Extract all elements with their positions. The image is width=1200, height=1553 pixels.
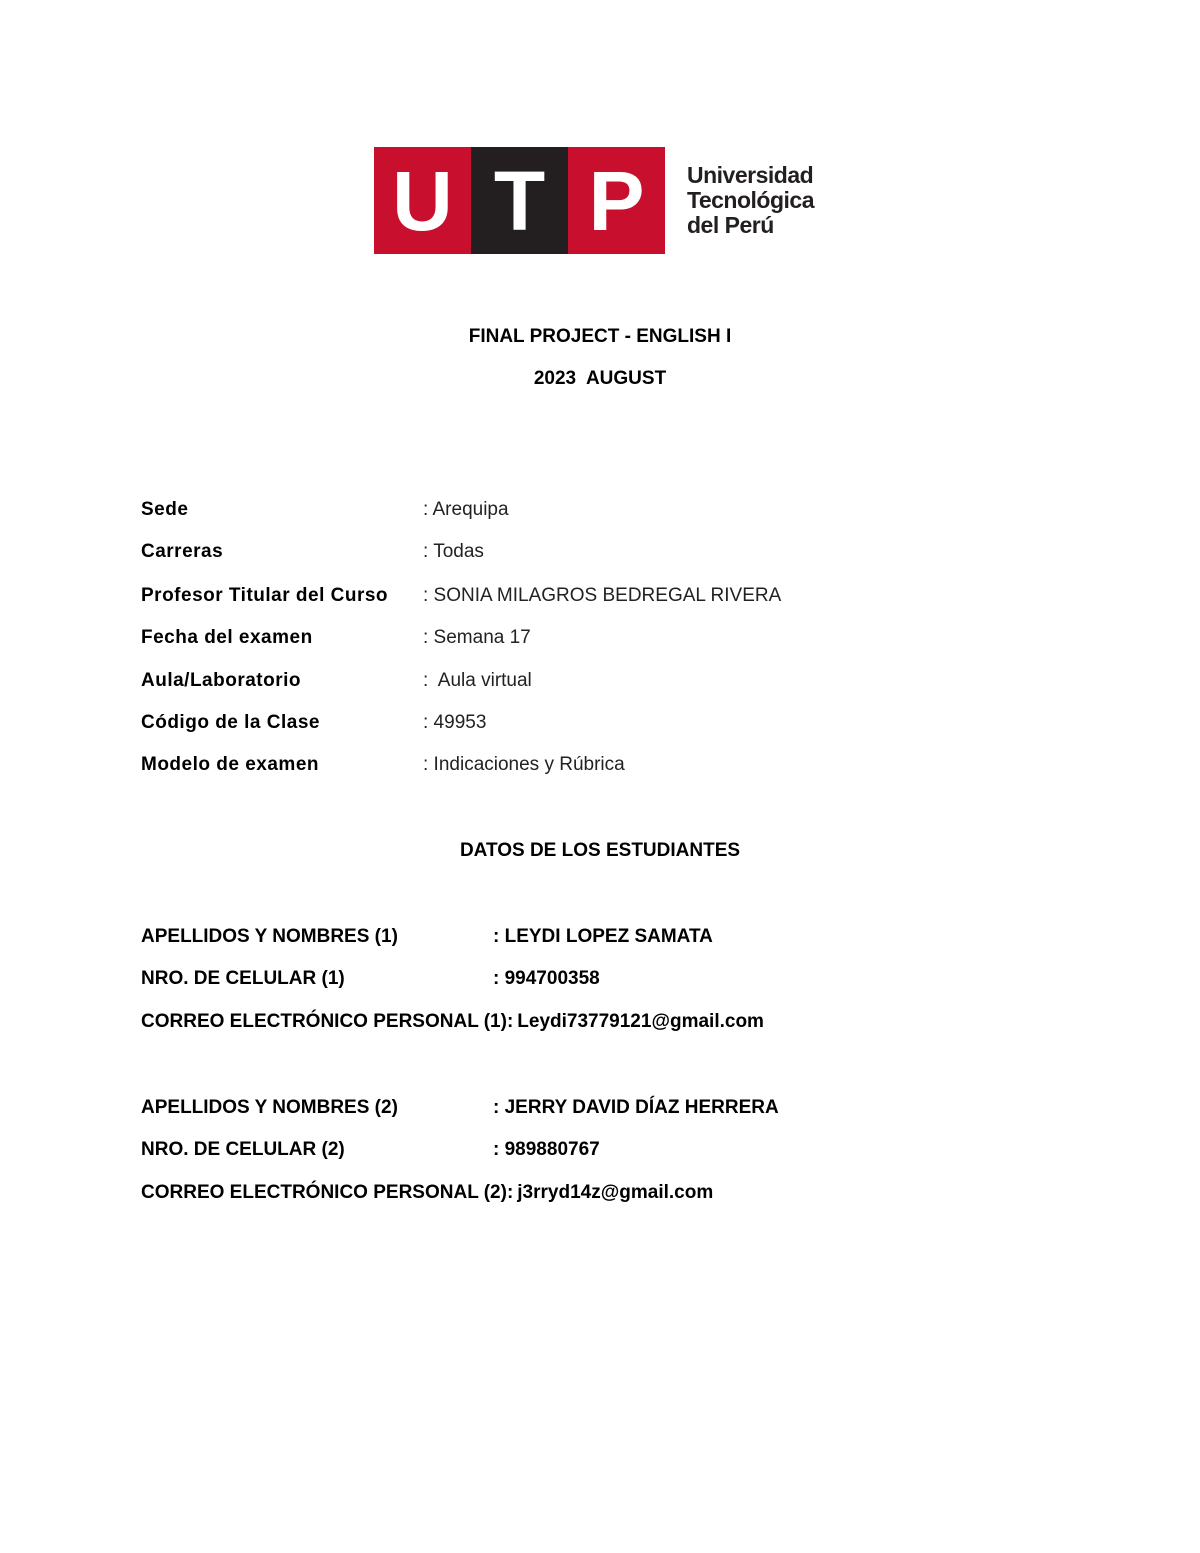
logo-name-line-2: Tecnológica — [687, 187, 814, 213]
logo-name-line-3: del Perú — [687, 212, 774, 238]
info-label: Carreras — [141, 541, 224, 562]
student-phone-label: NRO. DE CELULAR (2) — [141, 1139, 345, 1160]
logo-letter-u: U — [374, 147, 471, 254]
student-name-label: APELLIDOS Y NOMBRES (1) — [141, 926, 398, 947]
logo-letter-t: T — [471, 147, 568, 254]
student-phone-value: : 994700358 — [493, 968, 600, 989]
student-1-email-row — [141, 1009, 764, 1035]
info-value: : Indicaciones y Rúbrica — [423, 754, 625, 775]
info-label: Fecha del examen — [141, 627, 313, 648]
info-value: : SONIA MILAGROS BEDREGAL RIVERA — [423, 585, 782, 606]
student-email-value: j3rryd14z@gmail.com — [517, 1182, 714, 1203]
info-label: Profesor Titular del Curso — [141, 585, 389, 606]
student-2-email-row — [141, 1180, 713, 1206]
logo-university-name — [687, 147, 814, 254]
student-name-label: APELLIDOS Y NOMBRES (2) — [141, 1097, 398, 1118]
logo-name-line-1: Universidad — [687, 162, 814, 188]
student-email-label: CORREO ELECTRÓNICO PERSONAL (2): — [141, 1182, 514, 1203]
student-email-value: Leydi73779121@gmail.com — [517, 1011, 764, 1032]
logo-letter-p: P — [568, 147, 665, 254]
student-phone-label: NRO. DE CELULAR (1) — [141, 968, 345, 989]
info-value: : Todas — [423, 541, 484, 562]
student-phone-value: : 989880767 — [493, 1139, 600, 1160]
info-value: : 49953 — [423, 712, 487, 733]
student-name-value: : JERRY DAVID DÍAZ HERRERA — [493, 1097, 779, 1118]
document-title: FINAL PROJECT - ENGLISH I — [468, 326, 732, 347]
info-label: Aula/Laboratorio — [141, 670, 302, 691]
info-value: : Aula virtual — [423, 670, 532, 691]
student-email-label: CORREO ELECTRÓNICO PERSONAL (1): — [141, 1011, 514, 1032]
info-label: Sede — [141, 499, 189, 520]
students-heading: DATOS DE LOS ESTUDIANTES — [459, 840, 741, 861]
utp-logo — [374, 147, 814, 254]
info-value: : Arequipa — [423, 499, 509, 520]
info-label: Modelo de examen — [141, 754, 319, 775]
info-value: : Semana 17 — [423, 627, 531, 648]
student-name-value: : LEYDI LOPEZ SAMATA — [493, 926, 713, 947]
document-date: 2023 AUGUST — [533, 368, 667, 389]
info-label: Código de la Clase — [141, 712, 320, 733]
